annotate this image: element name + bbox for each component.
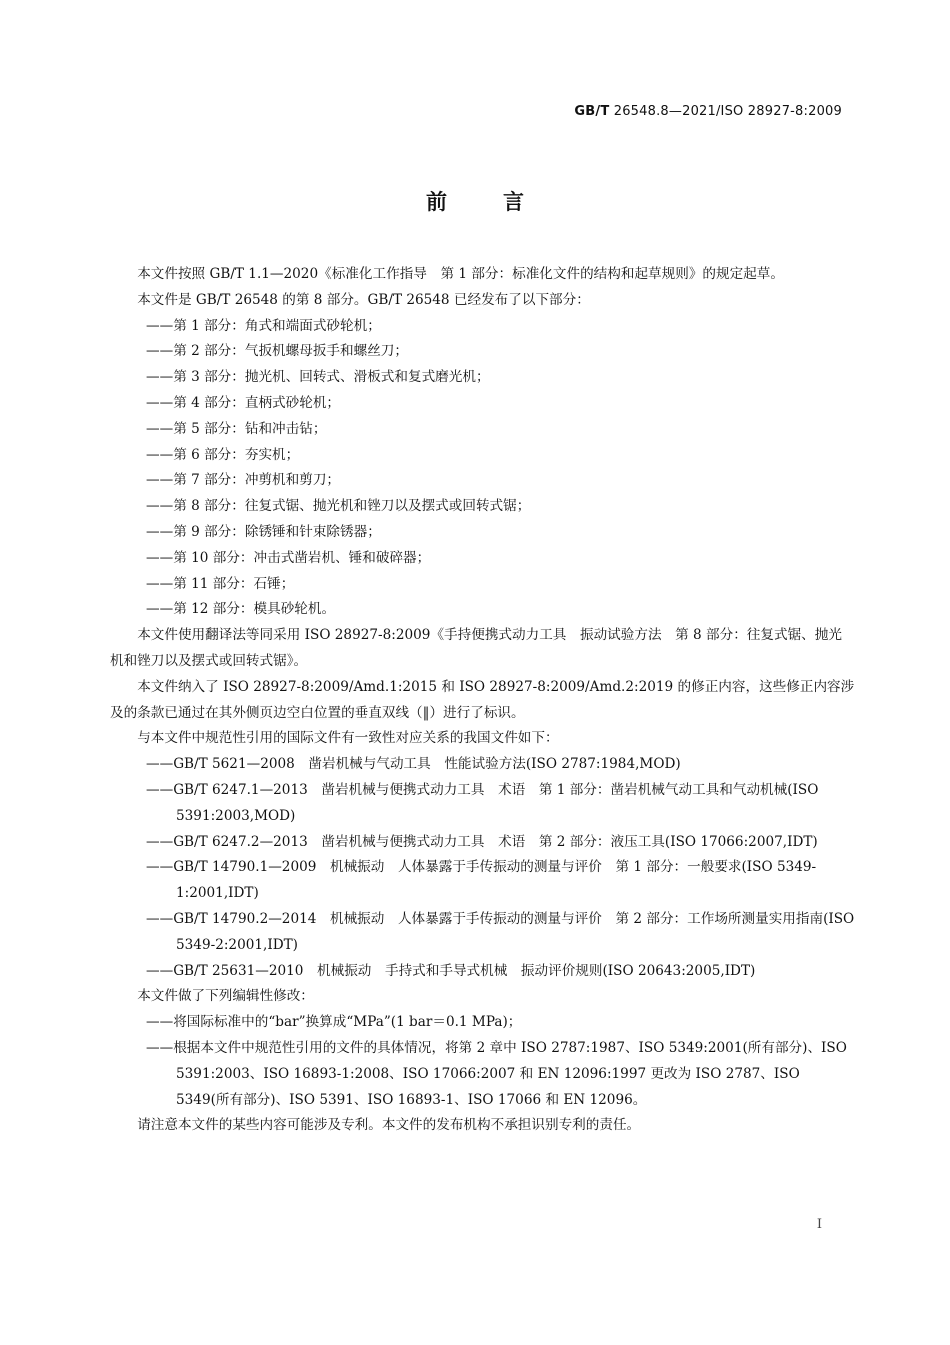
- list-item-part: ——第 6 部分：夯实机；: [146, 446, 300, 463]
- page-title: 前言: [426, 190, 580, 214]
- list-item-part: ——第 5 部分：钻和冲击钻；: [146, 420, 327, 437]
- paragraph-edits-intro: 本文件做了下列编辑性修改：: [137, 988, 314, 1005]
- list-item-reference: ——GB/T 5621—2008 凿岩机械与气动工具 性能试验方法(ISO 2787:1984,MOD): [146, 756, 681, 773]
- list-item-reference: ——GB/T 14790.1—2009 机械振动 人体暴露于手传振动的测量与评价 第 1 部分：一般要求(ISO 5349-1:2001,IDT): [146, 859, 817, 902]
- list-item-part: ——第 2 部分：气扳机螺母扳手和螺丝刀；: [146, 343, 408, 360]
- standard-number-header: [574, 104, 842, 119]
- paragraph-drafting-rules: 本文件按照 GB/T 1.1—2020《标准化工作指导 第 1 部分：标准化文件的结构和起草规则》的规定起草。: [137, 266, 784, 282]
- paragraph-adoption: 本文件使用翻译法等同采用 ISO 28927-8:2009《手持便携式动力工具 振动试验方法 第 8 部分：往复式锯、抛光机和锉刀以及摆式或回转式锯》。: [110, 627, 842, 669]
- paragraph-references-intro: 与本文件中规范性引用的国际文件有一致性对应关系的我国文件如下：: [137, 730, 559, 747]
- list-item-edit: ——根据本文件中规范性引用的文件的具体情况，将第 2 章中 ISO 2787:1987、ISO 5349:2001(所有部分)、ISO 5391:2003、ISO 16893-1:2008、ISO 17066:2007 和 EN 12096:1997 更改为 ISO 2787、ISO 5349(所有部分)、ISO 5391、ISO 16893-1、ISO 17066 和 EN 12096。: [146, 1039, 847, 1108]
- standard-code: 26548.8—2021/ISO 28927-8:2009: [613, 104, 842, 119]
- list-item-part: ——第 9 部分：除锈锤和针束除锈器；: [146, 523, 381, 540]
- list-item-part: ——第 12 部分：模具砂轮机。: [146, 601, 336, 618]
- paragraph-amendments: 本文件纳入了 ISO 28927-8:2009/Amd.1:2015 和 ISO 28927-8:2009/Amd.2:2019 的修正内容，这些修正内容涉及的条款已通过在其外侧页边空白位置的垂直双线（‖）进行了标识。: [110, 678, 855, 721]
- list-item-reference: ——GB/T 6247.2—2013 凿岩机械与便携式动力工具 术语 第 2 部分：液压工具(ISO 17066:2007,IDT): [146, 833, 818, 850]
- list-item-part: ——第 4 部分：直柄式砂轮机；: [146, 394, 341, 411]
- list-item-part: ——第 10 部分：冲击式凿岩机、锤和破碎器；: [146, 549, 431, 566]
- list-item-reference: ——GB/T 25631—2010 机械振动 手持式和手导式机械 振动评价规则(ISO 20643:2005,IDT): [146, 962, 756, 979]
- list-item-part: ——第 3 部分：抛光机、回转式、滑板式和复式磨光机；: [146, 369, 490, 386]
- list-item-part: ——第 7 部分：冲剪机和剪刀；: [146, 472, 341, 489]
- paragraph-patent-notice: 请注意本文件的某些内容可能涉及专利。本文件的发布机构不承担识别专利的责任。: [137, 1117, 641, 1134]
- list-item-part: ——第 11 部分：石锤；: [146, 575, 295, 592]
- foreword-body: [110, 262, 855, 1139]
- list-item-part: ——第 8 部分：往复式锯、抛光机和锉刀以及摆式或回转式锯；: [146, 498, 531, 515]
- paragraph-parts-intro: 本文件是 GB/T 26548 的第 8 部分。GB/T 26548 已经发布了以下部分：: [137, 291, 590, 308]
- list-item-part: ——第 1 部分：角式和端面式砂轮机；: [146, 317, 381, 334]
- page-number: I: [816, 1217, 822, 1232]
- list-item-reference: ——GB/T 6247.1—2013 凿岩机械与便携式动力工具 术语 第 1 部分：凿岩机械气动工具和气动机械(ISO 5391:2003,MOD): [146, 781, 819, 824]
- list-item-reference: ——GB/T 14790.2—2014 机械振动 人体暴露于手传振动的测量与评价 第 2 部分：工作场所测量实用指南(ISO 5349-2:2001,IDT): [146, 910, 855, 953]
- standard-prefix: GB/T: [574, 104, 610, 119]
- list-item-edit: ——将国际标准中的“bar”换算成“MPa”(1 bar＝0.1 MPa)；: [146, 1014, 522, 1031]
